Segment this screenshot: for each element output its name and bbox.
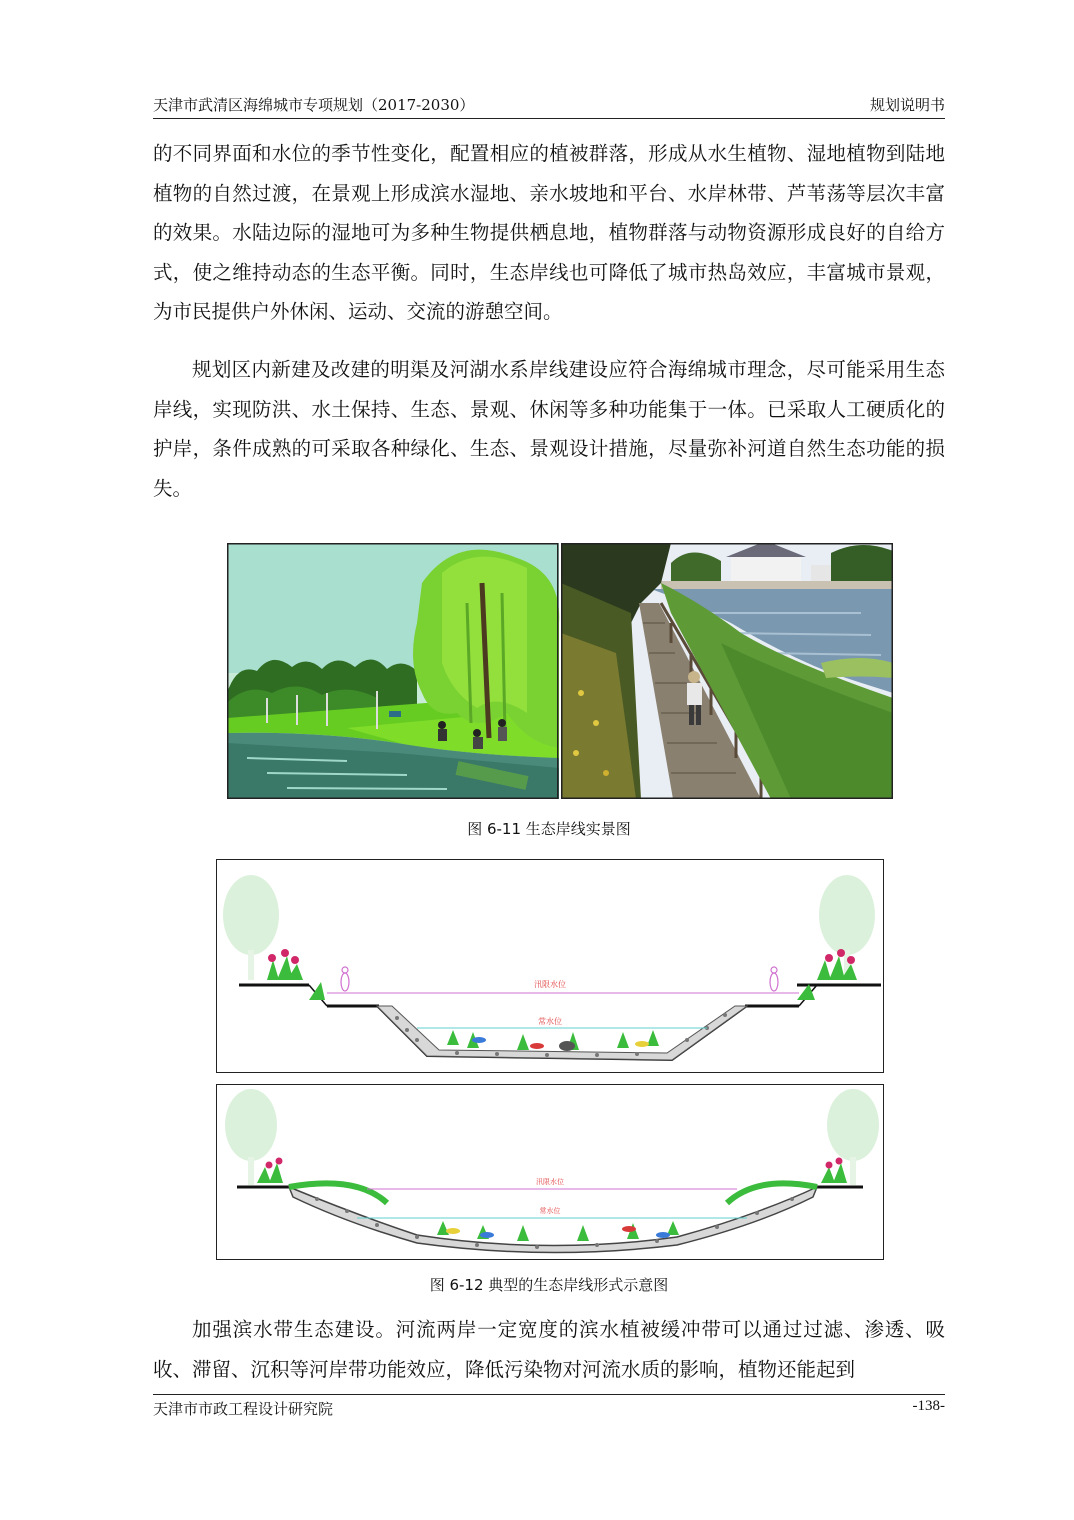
paragraph-3: 加强滨水带生态建设。河流两岸一定宽度的滨水植被缓冲带可以通过过滤、渗透、吸收、滞留、沉积等河岸带功能效应，降低污染物对河流水质的影响，植物还能起到: [153, 1318, 945, 1381]
photo-figure: [227, 543, 893, 799]
paragraph-1: 的不同界面和水位的季节性变化，配置相应的植被群落，形成从水生植物、湿地植物到陆地植物的自然过渡，在景观上形成滨水湿地、亲水坡地和平台、水岸林带、芦苇荡等层次丰富的效果。水陆边际的湿地可为多种生物提供栖息地，植物群落与动物资源形成良好的自给方式，使之维持动态的生态平衡。同时，生态岸线也可降低了城市热岛效应，丰富城市景观，为市民提供户外休闲、运动、交流的游憩空间。: [153, 142, 945, 323]
diagram-2-normal-level: 常水位: [539, 1207, 561, 1215]
photo-caption: 图 6-11 生态岸线实景图: [467, 820, 631, 838]
boardwalk-river-photo: [561, 543, 893, 799]
diagram-1-normal-level: 常水位: [538, 1017, 562, 1026]
diagram-1-flood-level: 汛限水位: [534, 980, 566, 989]
diagram-1-art: [217, 860, 883, 1072]
paragraph-2: 规划区内新建及改建的明渠及河湖水系岸线建设应符合海绵城市理念，尽可能采用生态岸线，实现防洪、水土保持、生态、景观、休闲等多种功能集于一体。已采取人工硬质化的护岸，条件成熟的可采取各种绿化、生态、景观设计措施，尽量弥补河道自然生态功能的损失。: [153, 358, 945, 500]
diagram-2: [216, 1084, 884, 1260]
header-doc-type: 规划说明书: [869, 96, 945, 114]
header-title: 天津市武清区海绵城市专项规划（2017-2030）: [153, 96, 475, 114]
diagram-2-art: [217, 1085, 883, 1259]
willow-lake-photo: [227, 543, 559, 799]
footer-org: 天津市市政工程设计研究院: [153, 1400, 334, 1418]
diagram-2-flood-level: 汛限水位: [536, 1178, 564, 1186]
page-footer: [153, 1394, 945, 1418]
diagram-caption: 图 6-12 典型的生态岸线形式示意图: [429, 1276, 669, 1294]
diagram-1: [216, 859, 884, 1073]
photo-figure-art: [227, 543, 893, 799]
page-number: -138-: [912, 1398, 945, 1414]
page-header: [153, 92, 945, 119]
